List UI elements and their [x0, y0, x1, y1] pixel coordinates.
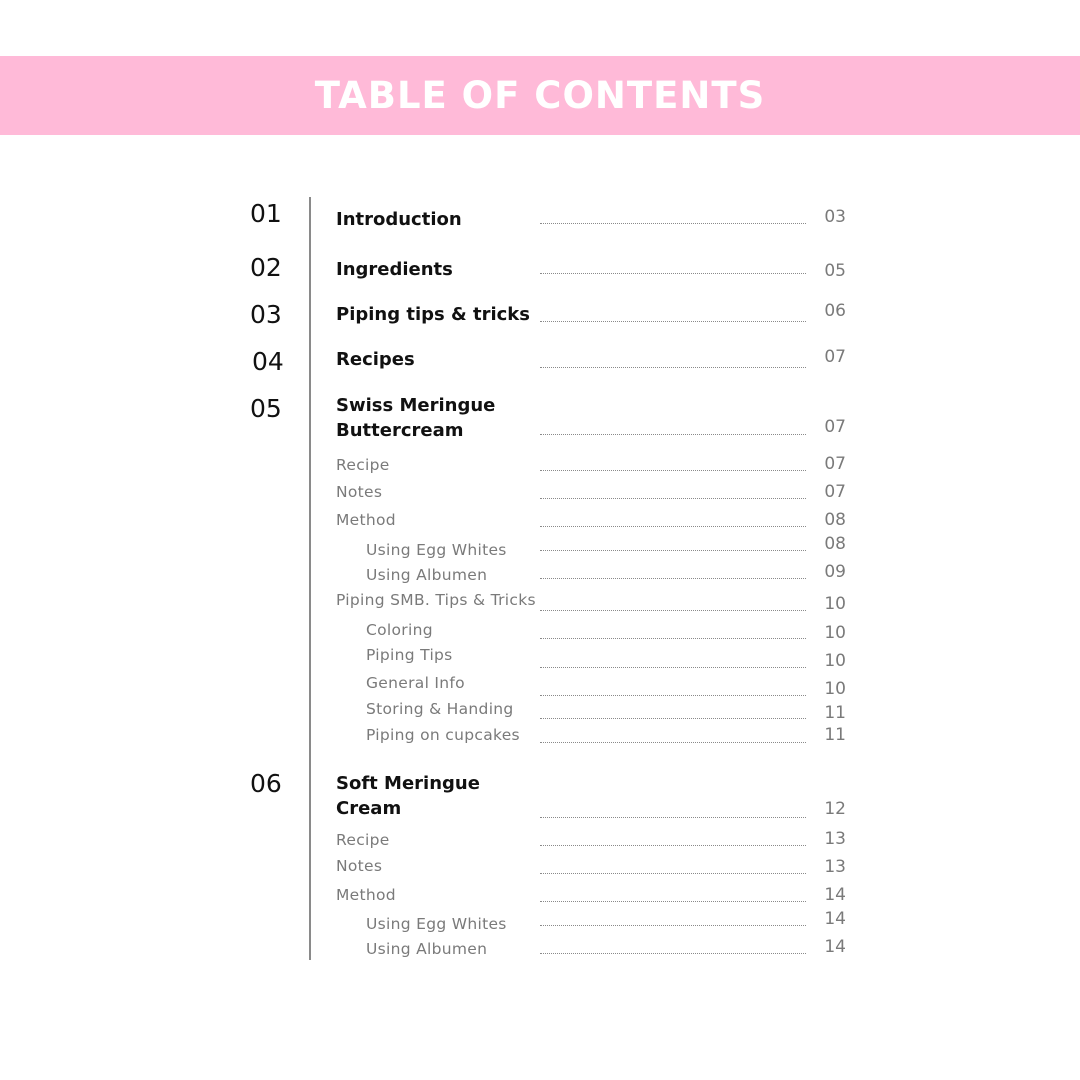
- dot-leader: [540, 695, 806, 696]
- subitem-method[interactable]: Method: [336, 886, 396, 904]
- page-number: 11: [824, 703, 846, 723]
- chapter-number-04: 04: [252, 347, 284, 376]
- dot-leader: [540, 470, 806, 471]
- chapter-number-05: 05: [250, 394, 282, 423]
- subitem-using-egg-whites[interactable]: Using Egg Whites: [366, 915, 507, 933]
- page-number: 14: [824, 909, 846, 929]
- subitem-piping-on-cupcakes[interactable]: Piping on cupcakes: [366, 726, 520, 744]
- subitem-recipe[interactable]: Recipe: [336, 831, 390, 849]
- page-number: 09: [824, 562, 846, 582]
- dot-leader: [540, 742, 806, 743]
- dot-leader: [540, 638, 806, 639]
- dot-leader: [540, 610, 806, 611]
- dot-leader: [540, 367, 806, 368]
- subitem-using-egg-whites[interactable]: Using Egg Whites: [366, 541, 507, 559]
- page-number: 14: [824, 885, 846, 905]
- chapter-title-smc-line2[interactable]: Cream: [336, 798, 402, 819]
- chapter-number-06: 06: [250, 769, 282, 798]
- chapter-number-01: 01: [250, 199, 282, 228]
- chapter-title-smc-line1[interactable]: Soft Meringue: [336, 773, 480, 794]
- header-banner: [0, 56, 1080, 135]
- page-number: 10: [824, 623, 846, 643]
- dot-leader: [540, 718, 806, 719]
- chapter-title-smb-line1[interactable]: Swiss Meringue: [336, 395, 496, 416]
- subitem-piping-smb-tips[interactable]: Piping SMB. Tips & Tricks: [336, 591, 536, 609]
- subitem-using-albumen[interactable]: Using Albumen: [366, 566, 488, 584]
- dot-leader: [540, 223, 806, 224]
- page-number: 07: [824, 417, 846, 437]
- vertical-divider: [309, 197, 311, 960]
- subitem-using-albumen[interactable]: Using Albumen: [366, 940, 488, 958]
- dot-leader: [540, 434, 806, 435]
- page-number: 14: [824, 937, 846, 957]
- subitem-coloring[interactable]: Coloring: [366, 621, 433, 639]
- dot-leader: [540, 550, 806, 551]
- dot-leader: [540, 578, 806, 579]
- chapter-number-02: 02: [250, 253, 282, 282]
- subitem-notes[interactable]: Notes: [336, 483, 383, 501]
- dot-leader: [540, 498, 806, 499]
- chapter-title-recipes[interactable]: Recipes: [336, 349, 415, 370]
- chapter-title-piping-tips[interactable]: Piping tips & tricks: [336, 304, 530, 325]
- chapter-title-introduction[interactable]: Introduction: [336, 209, 462, 230]
- page-number: 13: [824, 857, 846, 877]
- page-number: 07: [824, 454, 846, 474]
- dot-leader: [540, 667, 806, 668]
- page-number: 03: [824, 207, 846, 227]
- page-number: 08: [824, 534, 846, 554]
- page-number: 11: [824, 725, 846, 745]
- page-number: 10: [824, 594, 846, 614]
- page-number: 10: [824, 651, 846, 671]
- subitem-recipe[interactable]: Recipe: [336, 456, 390, 474]
- chapter-title-ingredients[interactable]: Ingredients: [336, 259, 453, 280]
- chapter-number-03: 03: [250, 300, 282, 329]
- dot-leader: [540, 873, 806, 874]
- page-number: 07: [824, 482, 846, 502]
- subitem-piping-tips[interactable]: Piping Tips: [366, 646, 453, 664]
- subitem-general-info[interactable]: General Info: [366, 674, 465, 692]
- dot-leader: [540, 817, 806, 818]
- page-title: TABLE OF CONTENTS: [314, 74, 766, 117]
- page-number: 07: [824, 347, 846, 367]
- subitem-method[interactable]: Method: [336, 511, 396, 529]
- dot-leader: [540, 321, 806, 322]
- subitem-storing-handing[interactable]: Storing & Handing: [366, 700, 514, 718]
- page-number: 06: [824, 301, 846, 321]
- dot-leader: [540, 901, 806, 902]
- dot-leader: [540, 273, 806, 274]
- page-number: 10: [824, 679, 846, 699]
- subitem-notes[interactable]: Notes: [336, 857, 383, 875]
- dot-leader: [540, 953, 806, 954]
- dot-leader: [540, 925, 806, 926]
- page-number: 12: [824, 799, 846, 819]
- page-number: 13: [824, 829, 846, 849]
- page-number: 08: [824, 510, 846, 530]
- page-number: 05: [824, 261, 846, 281]
- dot-leader: [540, 526, 806, 527]
- dot-leader: [540, 845, 806, 846]
- chapter-title-smb-line2[interactable]: Buttercream: [336, 420, 464, 441]
